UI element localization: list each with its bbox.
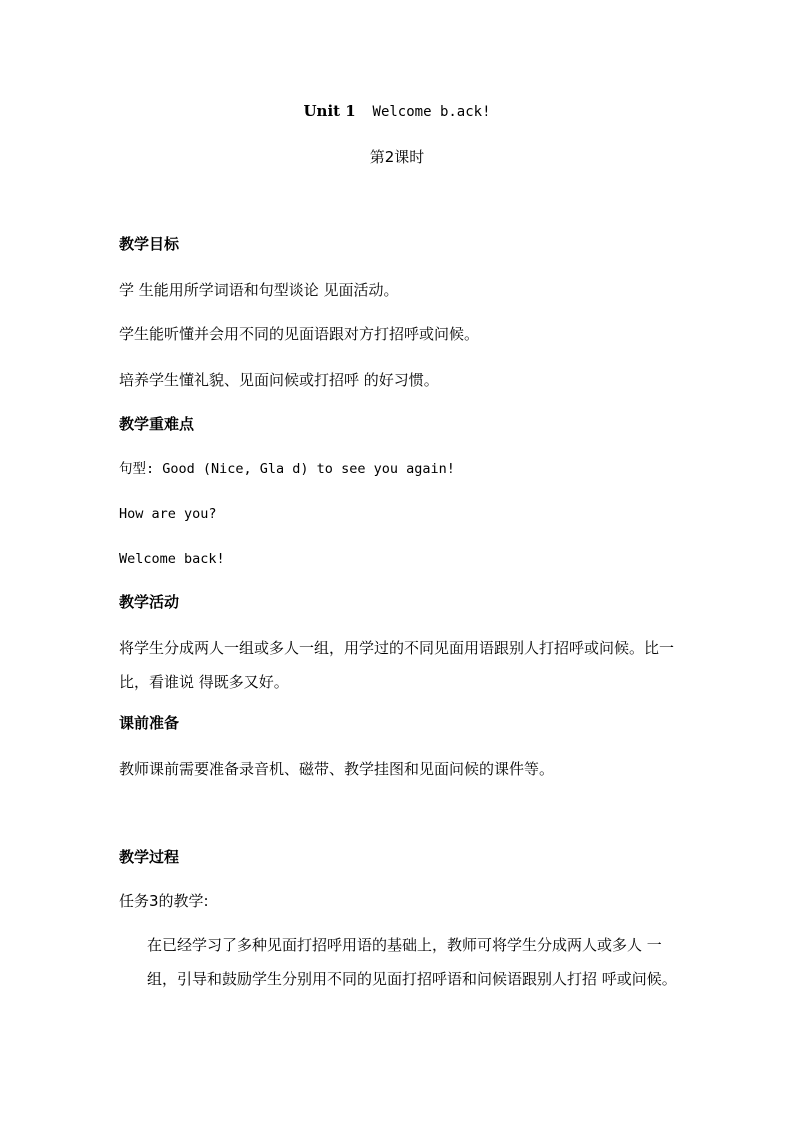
key-point-line: 句型: Good (Nice, Gla d) to see you again! bbox=[119, 461, 455, 477]
objective-item: 学生能听懂并会用不同的见面语跟对方打招呼或问候。 bbox=[119, 325, 480, 343]
unit-name: Welcome b.ack! bbox=[372, 104, 491, 120]
activities-text: 将学生分成两人一组或多人一组，用学过的不同见面用语跟别人打招呼或问候。比一比，看谁说 得既多又好。 bbox=[119, 639, 675, 691]
process-task: 任务3的教学: bbox=[119, 892, 209, 910]
lesson-label: 第2课时 bbox=[369, 148, 425, 166]
unit-label: Unit 1 bbox=[303, 102, 356, 120]
objectives-heading: 教学目标 bbox=[119, 235, 180, 253]
objective-item: 学 生能用所学词语和句型谈论 见面活动。 bbox=[119, 281, 399, 299]
process-text: 在已经学习了多种见面打招呼用语的基础上，教师可将学生分成两人或多人 一组，引导和鼓励学生分别用不同的见面打招呼语和问候语跟别人打招 呼或问候。 bbox=[147, 936, 677, 988]
preparation-text: 教师课前需要准备录音机、磁带、教学挂图和见面问候的课件等。 bbox=[119, 760, 555, 778]
key-points-heading: 教学重难点 bbox=[119, 415, 195, 433]
document-title bbox=[0, 100, 794, 123]
key-point-line: Welcome back! bbox=[119, 551, 225, 567]
activities-heading: 教学活动 bbox=[119, 593, 180, 611]
key-point-line: How are you? bbox=[119, 506, 217, 522]
objective-item: 培养学生懂礼貌、见面问候或打招呼 的好习惯。 bbox=[119, 371, 439, 389]
preparation-heading: 课前准备 bbox=[119, 714, 180, 732]
process-heading: 教学过程 bbox=[119, 848, 180, 866]
